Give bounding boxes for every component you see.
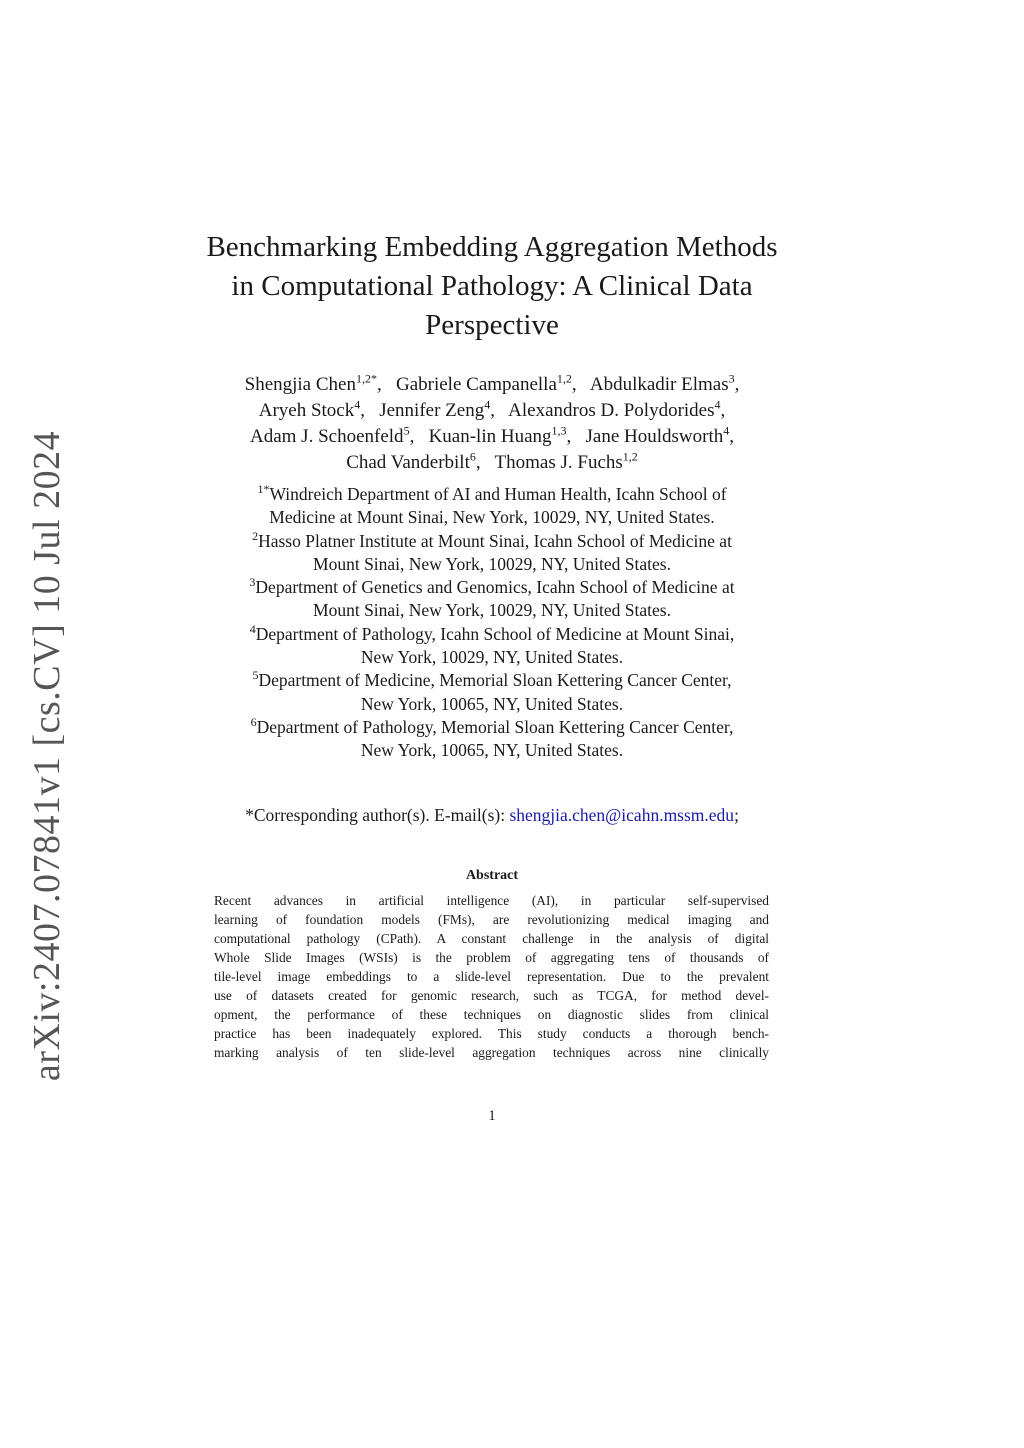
paper-title: [200, 228, 784, 345]
affiliation: $^3$Department of Genetics and Genomics, Icahn School of Medicine at Mount Sinai, New York, 10029, NY, United States.: [249, 575, 735, 621]
affiliation: $^4$Department of Pathology, Icahn School of Medicine at Mount Sinai, New York, 10029, NY, United States.: [249, 621, 735, 668]
corresponding-label: *Corresponding author(s). E-mail(s):: [245, 805, 506, 825]
abstract-line: practice has been inadequately explored. This study conducts a thorough bench-: [214, 1026, 769, 1041]
page-number: 1: [488, 1108, 496, 1124]
abstract-line: marking analysis of ten slide-level aggregation techniques across nine clinically: [214, 1045, 769, 1060]
author: Adam J. Schoenfeld$^5$: [250, 423, 410, 447]
arxiv-side-stamp: [22, 430, 72, 1082]
title-line: Perspective: [425, 309, 559, 341]
abstract-line: Recent advances in artificial intelligence (AI), in particular self-supervised: [214, 893, 769, 908]
author: Shengjia Chen$^{1,2*}$: [244, 371, 377, 395]
corresponding-suffix: ;: [734, 805, 739, 825]
author: Aryeh Stock$^4$: [258, 397, 361, 421]
abstract-body: [214, 891, 769, 1062]
author-line: Shengjia Chen$^{1,2*}$, Gabriele Campanella$^{1,2}$, Abdulkadir Elmas$^3$,: [244, 371, 740, 395]
title-line: in Computational Pathology: A Clinical Data: [231, 270, 753, 302]
affiliation: $^5$Department of Medicine, Memorial Sloan Kettering Cancer Center, New York, 10065, NY, United States.: [252, 668, 732, 714]
author: Alexandros D. Polydorides$^4$: [508, 397, 721, 421]
author: Gabriele Campanella$^{1,2}$: [395, 371, 572, 395]
title-line: Benchmarking Embedding Aggregation Methods: [206, 231, 778, 263]
abstract-line: learning of foundation models (FMs), are revolutionizing medical imaging and: [214, 912, 769, 927]
abstract-line: Whole Slide Images (WSIs) is the problem of aggregating tens of thousands of: [214, 950, 769, 965]
author: Kuan-lin Huang$^{1,3}$: [428, 423, 567, 447]
affiliation: $^6$Department of Pathology, Memorial Sloan Kettering Cancer Center, New York, 10065, NY, United States.: [250, 715, 734, 761]
affiliation: $^{1*}$Windreich Department of AI and Human Health, Icahn School of Medicine at Mount Sinai, New York, 10029, NY, United States.: [257, 482, 727, 528]
author-line: Chad Vanderbilt$^6$, Thomas J. Fuchs$^{1,2}$: [346, 449, 638, 473]
author: Thomas J. Fuchs$^{1,2}$: [494, 449, 638, 473]
author: Jane Houldsworth$^4$: [585, 423, 730, 447]
author-line: Aryeh Stock$^4$, Jennifer Zeng$^4$, Alexandros D. Polydorides$^4$,: [258, 397, 726, 421]
author-list: [200, 372, 784, 476]
abstract-line: computational pathology (CPath). A constant challenge in the analysis of digital: [214, 931, 769, 946]
author-line: Adam J. Schoenfeld$^5$, Kuan-lin Huang$^{1,3}$, Jane Houldsworth$^4$,: [250, 423, 734, 447]
author: Chad Vanderbilt$^6$: [346, 449, 476, 473]
abstract-line: use of datasets created for genomic research, such as TCGA, for method devel-: [214, 988, 769, 1003]
abstract-line: opment, the performance of these techniques on diagnostic slides from clinical: [214, 1007, 769, 1022]
author: Jennifer Zeng$^4$: [379, 397, 491, 421]
arxiv-identifier: arXiv:2407.07841v1 [cs.CV] 10 Jul 2024: [26, 430, 68, 1082]
email-link[interactable]: shengjia.chen@icahn.mssm.edu: [509, 805, 735, 825]
abstract-heading: Abstract: [465, 868, 519, 883]
author: Abdulkadir Elmas$^3$: [589, 371, 735, 395]
affiliation-list: [200, 483, 784, 763]
abstract-line: tile-level image embeddings to a slide-level representation. Due to the prevalent: [214, 969, 769, 984]
affiliation: $^2$Hasso Platner Institute at Mount Sinai, Icahn School of Medicine at Mount Sinai, New York, 10029, NY, United States.: [252, 528, 732, 574]
corresponding-author: [200, 804, 784, 827]
